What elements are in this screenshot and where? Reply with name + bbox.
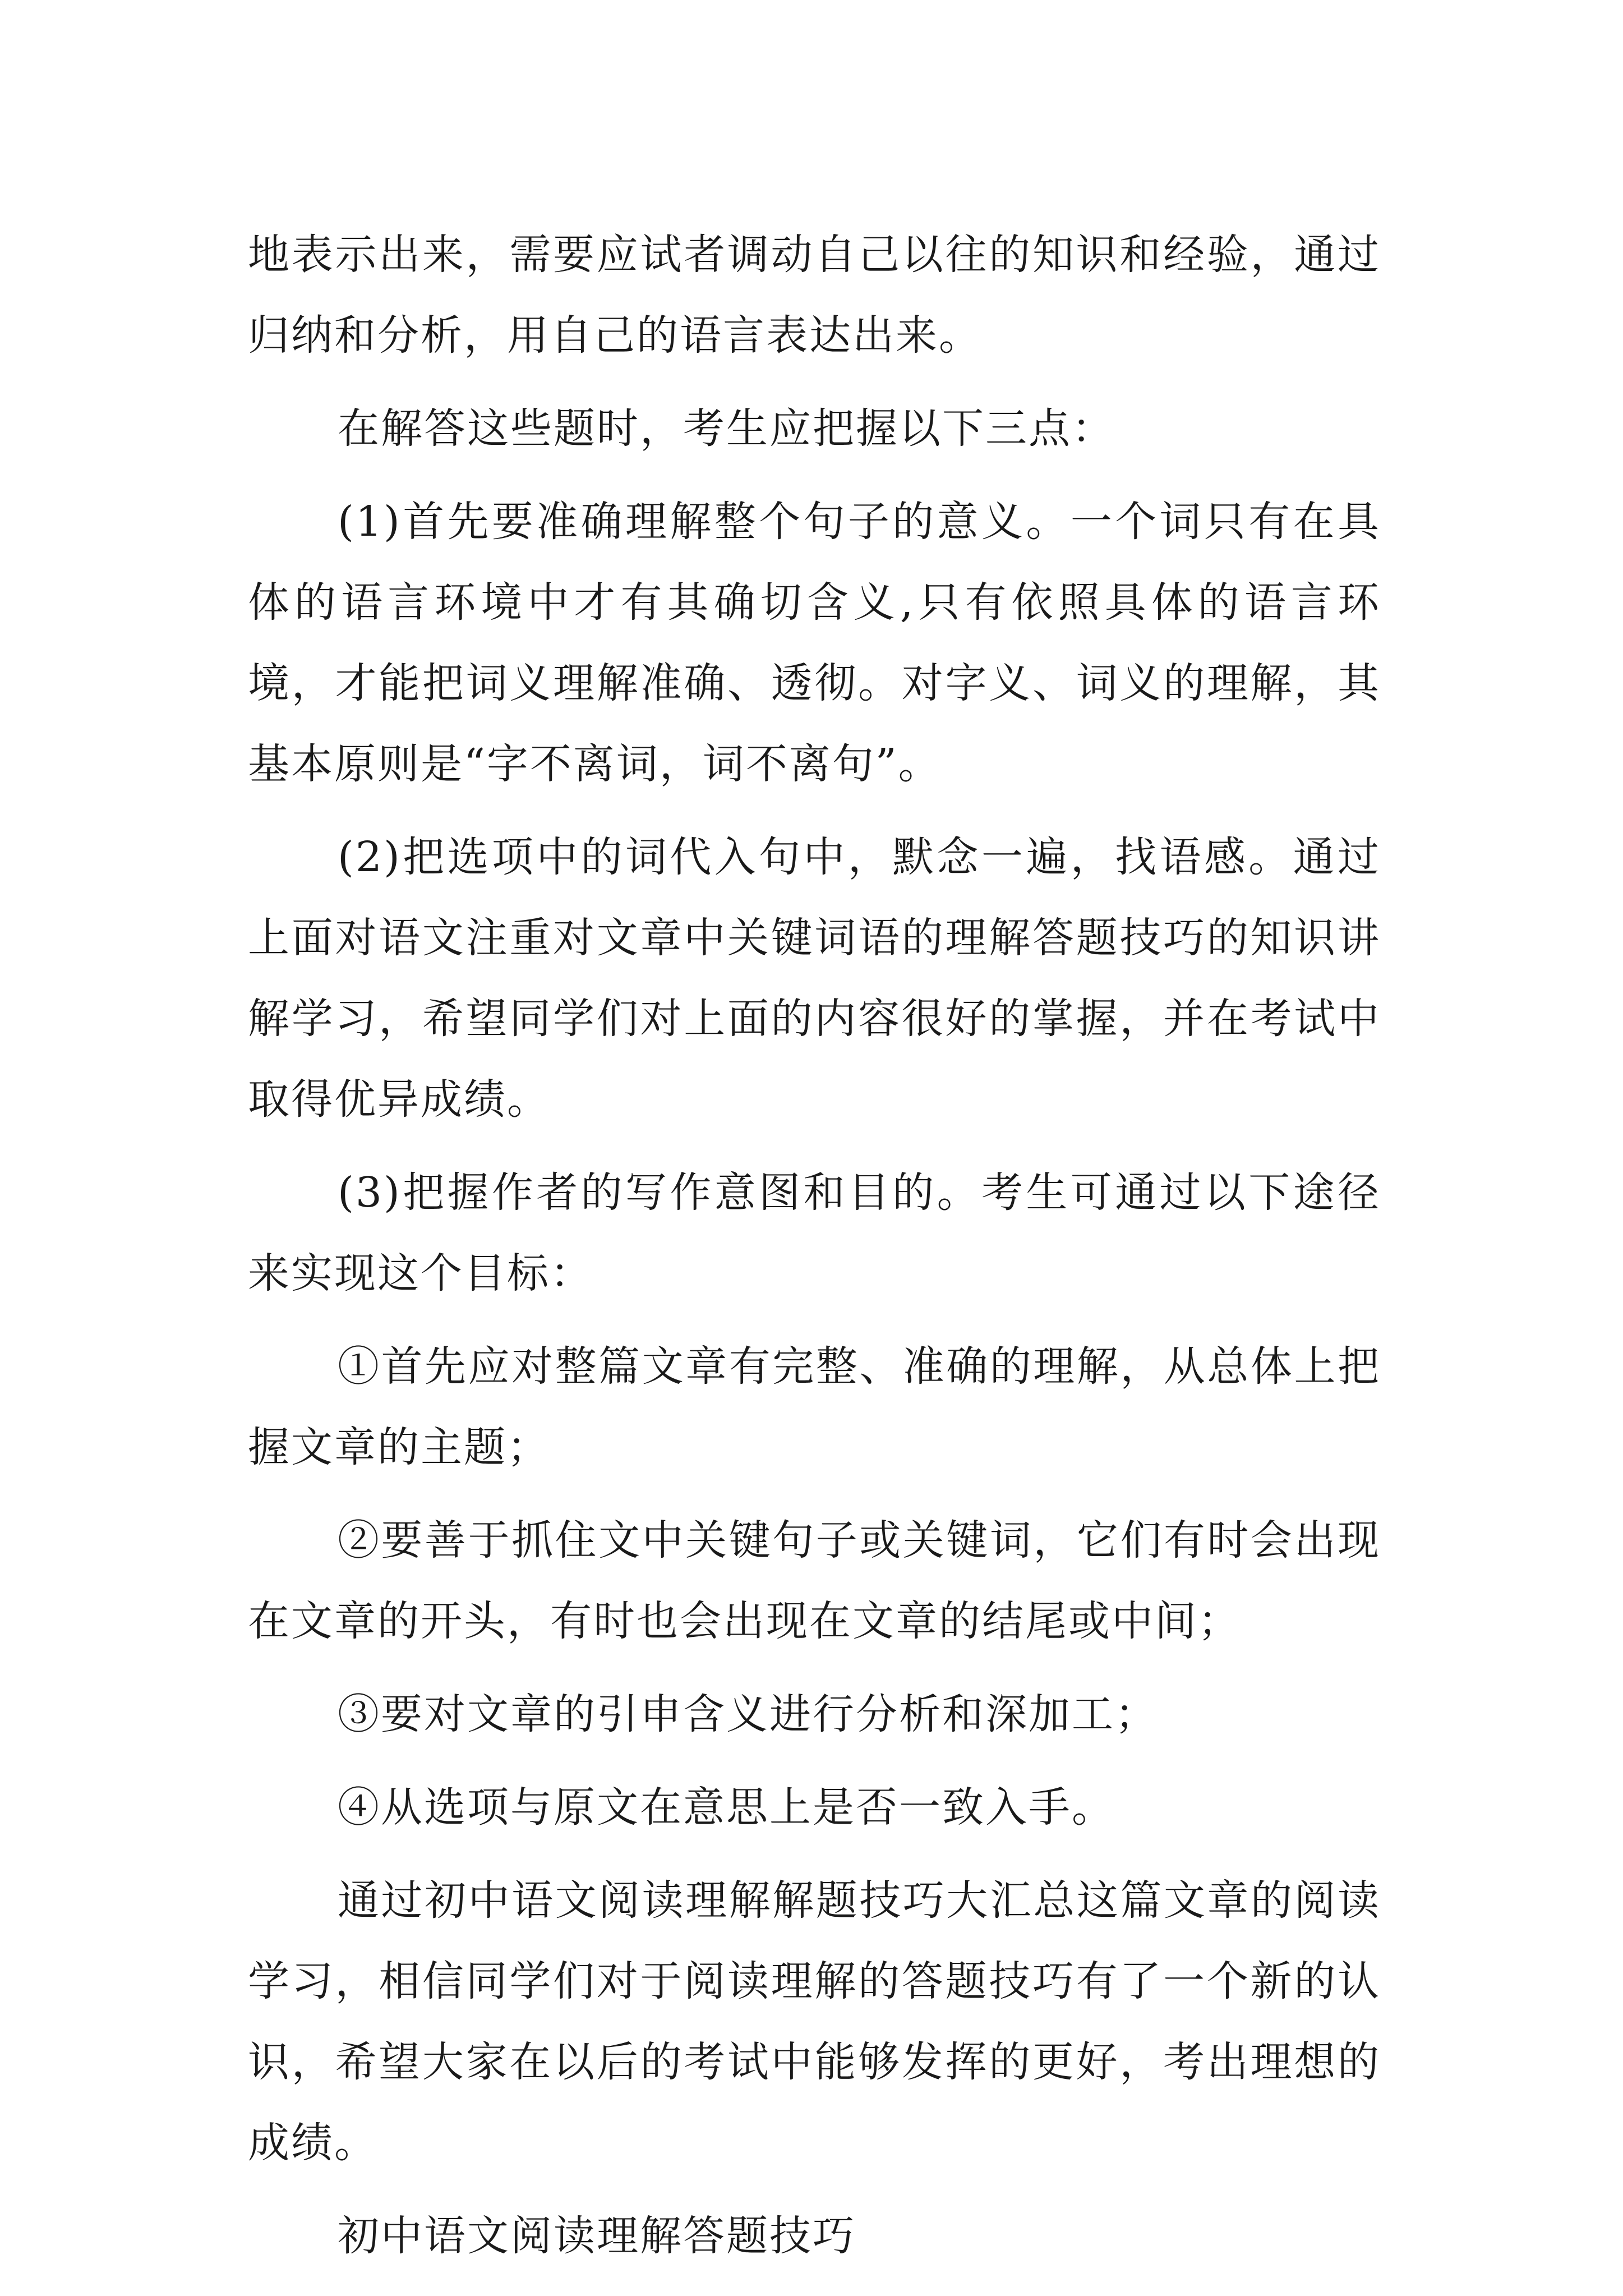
paragraph-continuation: 地表示出来，需要应试者调动自己以往的知识和经验，通过归纳和分析，用自己的语言表达出来。 (248, 231, 1381, 360)
list-item-4: ④从选项与原文在意思上是否一致入手。 (338, 1783, 1115, 1832)
section-heading: 初中语文阅读理解答题技巧 (338, 2212, 856, 2260)
paragraph-conclusion: 通过初中语文阅读理解解题技巧大汇总这篇文章的阅读学习，相信同学们对于阅读理解的答题技巧有了一个新的认识，希望大家在以后的考试中能够发挥的更好，考出理想的成绩。 (248, 1876, 1381, 2167)
paragraph-intro: 在解答这些题时，考生应把握以下三点： (338, 404, 1115, 453)
list-item-3: ③要对文章的引申含义进行分析和深加工； (338, 1690, 1158, 1738)
list-item-2: ②要善于抓住文中关键句子或关键词，它们有时会出现在文章的开头，有时也会出现在文章的结尾或中间； (248, 1516, 1381, 1645)
document-body (248, 214, 1381, 2289)
paragraph-point-1: (1)首先要准确理解整个句子的意义。一个词只有在具体的语言环境中才有其确切含义,只有依照具体的语言环境，才能把词义理解准确、透彻。对字义、词义的理解，其基本原则是“字不离词，词不离句”。 (248, 498, 1381, 788)
paragraph-point-2: (2)把选项中的词代入句中，默念一遍，找语感。通过上面对语文注重对文章中关键词语的理解答题技巧的知识讲解学习，希望同学们对上面的内容很好的掌握，并在考试中取得优异成绩。 (248, 833, 1381, 1124)
paragraph-point-3: (3)把握作者的写作意图和目的。考生可通过以下途径来实现这个目标： (248, 1168, 1381, 1297)
list-item-1: ①首先应对整篇文章有完整、准确的理解，从总体上把握文章的主题； (248, 1342, 1381, 1471)
